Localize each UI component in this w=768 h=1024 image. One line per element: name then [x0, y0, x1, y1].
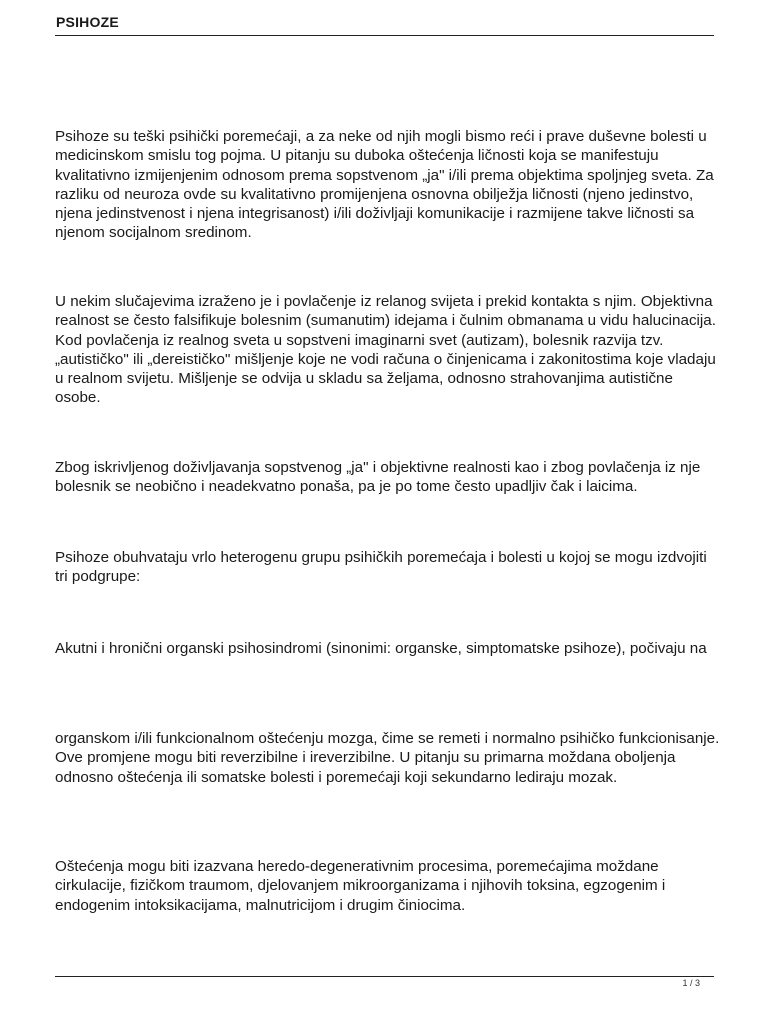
paragraph-2: U nekim slučajevima izraženo je i povlačenje iz relanog svijeta i prekid kontakta s njim. Objektivna realnost se često falsifikuje bolesnim (sumanutim) idejama i čulnim obmanama u vidu halucinacija. Kod povlačenja iz realnog sveta u sopstveni imaginarni svet (autizam), bolesnik razvija tzv. „autističko" ili „dereističko" mišljenje koje ne vodi računa o činjenicama i zakonitostima koje vladaju u realnom svijetu. Mišljenje se odvija u skladu sa željama, odnosno strahovanjima autistične osobe. — [55, 293, 716, 407]
paragraph-1: Psihoze su teški psihički poremećaji, a za neke od njih mogli bismo reći i prave duševne bolesti u medicinskom smislu tog pojma. U pitanju su duboka oštećenja ličnosti koja se manifestuju kvalitativno izmijenjenim odnosom prema sopstvenom „ja" i/ili prema objektima spoljnjeg sveta. Za razliku od neuroza ovde su kvalitativno promijenjena osnovna obilježja ličnosti (njeno jedinstvo, njena jedinstvenost i njena integrisanost) i/ili doživljaji komunikacije i razmijene takve ličnosti sa njenom socijalnom sredinom. — [55, 128, 714, 242]
paragraph-7: Oštećenja mogu biti izazvana heredo-degenerativnim procesima, poremećajima moždane cirkulacije, fizičkom traumom, djelovanjem mikroorganizama i njihovih toksina, egzogenim i endogenim intoksikacijama, malnutricijom i drugim činiocima. — [55, 858, 666, 914]
paragraph-4: Psihoze obuhvataju vrlo heterogenu grupu psihičkih poremećaja i bolesti u kojoj se mogu izdvojiti tri podgrupe: — [55, 549, 707, 586]
paragraph-5: Akutni i hronični organski psihosindromi (sinonimi: organske, simptomatske psihoze), počivaju na — [55, 640, 707, 657]
footer-divider — [55, 976, 714, 977]
page-header-title: PSIHOZE — [56, 14, 119, 30]
paragraph-6: organskom i/ili funkcionalnom oštećenju mozga, čime se remeti i normalno psihičko funkcionisanje. Ove promjene mogu biti reverzibilne i ireverzibilne. U pitanju su primarna moždana oboljenja odnosno oštećenja ili somatske bolesti i poremećaji koji sekundarno lediraju mozak. — [55, 730, 720, 786]
header-divider — [55, 35, 714, 36]
page-number: 1 / 3 — [682, 978, 700, 988]
paragraph-3: Zbog iskrivljenog doživljavanja sopstvenog „ja" i objektivne realnosti kao i zbog povlačenja iz nje bolesnik se neobično i neadekvatno ponaša, pa je po tome često upadljiv čak i laicima. — [55, 459, 701, 496]
